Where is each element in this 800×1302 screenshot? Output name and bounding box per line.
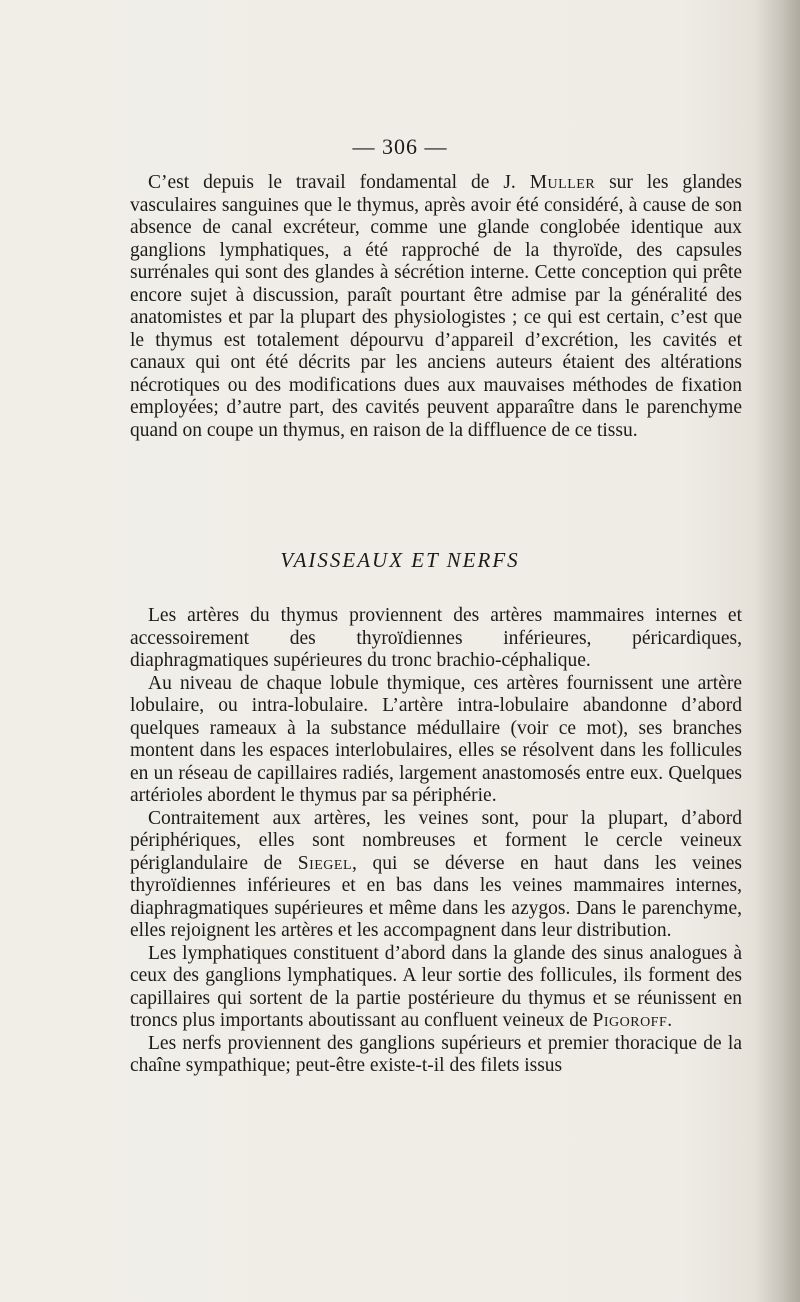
text-run: Les artères du thymus proviennent des artères mammaires internes et accessoirement des thyroïdiennes inférieures, péricardiques, diaphragmatiques supérieures du tronc brachio-céphalique. <box>130 605 742 671</box>
author-name: Siegel <box>297 852 353 874</box>
text-run: Les nerfs proviennent des ganglions supérieurs et premier thoracique de la chaîne sympathique; peut-être existe-t-il des filets issus <box>130 1032 742 1076</box>
intro-text <box>130 172 742 442</box>
text-run: , qui se déverse en haut dans les veines thyroïdiennes inférieures et en bas dans les veines mammaires internes, diaphragmatiques supérieures et même dans les azygos. Dans le parenchyme, elles rejoignent les artères et les accompagnent dans leur distribution. <box>130 852 742 941</box>
page-number: — 306 — <box>352 134 448 159</box>
text-run: sur les glandes vasculaires sanguines que le thymus, après avoir été considéré, à cause de son absence de canal excréteur, comme une glande conglobée identique aux ganglions lymphatiques, a été rapproché de la thyroïde, des capsules surrénales qui sont des glandes à sécrétion interne. Cette conception qui prête encore sujet à discussion, paraît pourtant être admise par la généralité des anatomistes et par la plupart des physiologistes ; ce qui est certain, c’est que le thymus est totalement dépourvu d’appareil d’excrétion, les cavités et canaux qui ont été décrits par les anciens auteurs étaient des altérations nécrotiques ou des modifications dues aux mauvaises méthodes de fixation employées; d’autre part, des cavités peuvent apparaître dans le parenchyme quand on coupe un thymus, en raison de la diffluence de ce tissu. <box>130 172 742 441</box>
intro-paragraph <box>130 172 742 442</box>
section-heading: VAISSEAUX ET NERFS <box>280 548 520 572</box>
binding-shadow <box>756 0 800 1302</box>
author-name: Muller <box>529 172 596 193</box>
body-paragraph <box>130 1033 742 1078</box>
body-paragraph <box>130 808 742 943</box>
body-paragraph <box>130 673 742 808</box>
text-run: . <box>667 1010 673 1031</box>
text-run: Les lymphatiques constituent d’abord dans la glande des sinus analogues à ceux des ganglions lymphatiques. A leur sortie des follicules, ils forment des capillaires qui sortent de la partie postérieure du thymus et se réunissent en troncs plus importants aboutissant au confluent veineux de <box>130 942 742 1031</box>
text-run: Contraitement aux artères, les veines sont, pour la plupart, d’abord périphériques, elles sont nombreuses et forment le cercle veineux périglandulaire de <box>130 807 742 874</box>
body-paragraph <box>130 943 742 1033</box>
body-paragraph <box>130 605 742 673</box>
text-run: C’est depuis le travail fondamental de J. <box>148 172 530 193</box>
text-run: Au niveau de chaque lobule thymique, ces artères fournissent une artère lobulaire, ou intra-lobulaire. L’artère intra-lobulaire abandonne d’abord quelques rameaux à la substance médullaire (voir ce mot), ses branches montent dans les espaces interlobulaires, elles se résolvent dans les follicules en un réseau de capillaires radiés, largement anastomosés entre eux. Quelques artérioles abordent le thymus par sa périphérie. <box>130 672 742 806</box>
section-body <box>130 605 742 1078</box>
author-name: Pigoroff <box>592 1010 668 1031</box>
